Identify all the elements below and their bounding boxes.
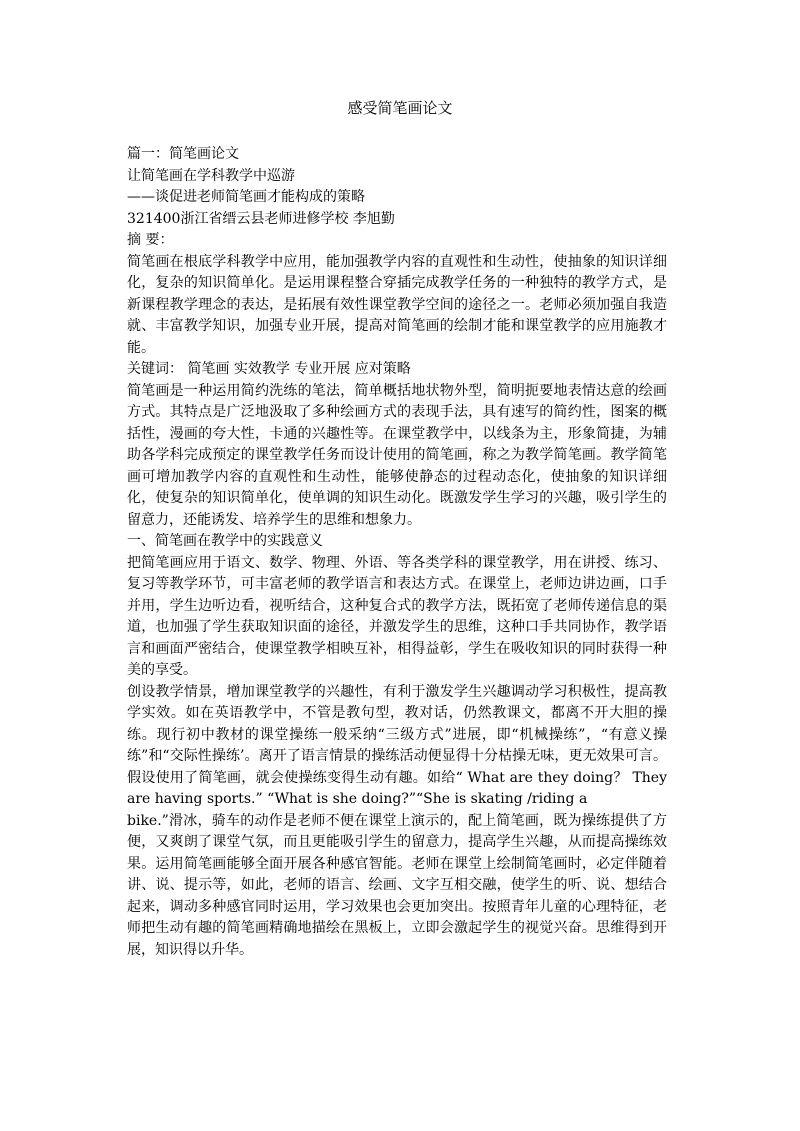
abstract-label: 摘 要： — [127, 232, 174, 248]
keywords-line: 关键词： 简笔画 实效教学 专业开展 应对策略 — [127, 361, 411, 377]
body-paragraph: 简笔画是一种运用简约洗练的笔法，简单概括地状物外型，简明扼要地表情达意的绘画方式。其特点是广泛地汲取了多种绘画方式的表现手法，具有速写的简约性，图案的概括性，漫画的夸大性，卡通的兴趣性等。在课堂教学中，以线条为主，形象简捷，为辅助各学科完成预定的课堂教学任务而设计使用的简笔画，称之为教学简笔画。教学简笔画可增加教学内容的直观性和生动性，能够使静态的过程动态化，使抽象的知识详细化，使复杂的知识简单化，使单调的知识生动化。既激发学生学习的兴趣，吸引学生的留意力，还能诱发、培养学生的思维和想象力。 — [127, 382, 667, 528]
body-paragraph: 创设教学情景，增加课堂教学的兴趣性，有利于激发学生兴趣调动学习积极性，提高教学实效。如在英语教学中，不管是教句型，教对话，仍然教课文，都离不开大胆的操练。现行初中教材的课堂操练一般采纳“三级方式”进展，即“机械操练”，“有意义操练”和“交际性操练’。离开了语言情景的操练活动便显得十分枯操无味，更无效果可言。假设使用了简笔画，就会使操练变得生动有趣。如给“ What are they doing？ They are having sports.” “What is she doing?”“She is skating /riding a — [127, 683, 667, 807]
author-line: 321400浙江省缙云县老师进修学校 李旭勤 — [127, 210, 395, 227]
section-heading: 篇一：简笔画论文 — [127, 146, 239, 162]
body-paragraph: bike.”滑冰，骑车的动作是老师不便在课堂上演示的，配上简笔画，既为操练提供了方便，又爽朗了课堂气氛，而且更能吸引学生的留意力，提高学生兴趣，从而提高操练效果。运用简笔画能够全面开展各种感官智能。老师在课堂上绘制简笔画时，必定伴随着讲、说、提示等，如此，老师的语言、绘画、文字互相交融，使学生的听、说、想结合起来，调动多种感官同时运用，学习效果也会更加突出。按照青年儿童的心理特征，老师把生动有趣的简笔画精确地描绘在黑板上，立即会激起学生的视觉兴奋。思维得到开展，知识得以升华。 — [127, 812, 667, 958]
abstract-paragraph: 简笔画在根底学科教学中应用，能加强教学内容的直观性和生动性，使抽象的知识详细化，复杂的知识简单化。是运用课程整合穿插完成教学任务的一种独特的教学方式，是新课程教学理念的表达，是拓展有效性课堂教学空间的途径之一。老师必须加强自我造就、丰富教学知识，加强专业开展，提高对简笔画的绘制才能和课堂教学的应用施教才能。 — [127, 253, 667, 356]
document-body — [127, 144, 667, 961]
body-paragraph: 把简笔画应用于语文、数学、物理、外语、等各类学科的课堂教学，用在讲授、练习、复习等教学环节，可丰富老师的教学语言和表达方式。在课堂上，老师边讲边画，口手并用，学生边听边看，视听结合，这种复合式的教学方法，既拓宽了老师传递信息的渠道，也加强了学生获取知识面的途径，并激发学生的思维，这种口手共同协作，教学语言和画面严密结合，使课堂教学相映互补，相得益彰，学生在吸收知识的同时获得一种美的享受。 — [127, 554, 667, 678]
document-title: 感受简笔画论文 — [347, 99, 453, 117]
article-title: 让简笔画在学科教学中巡游 — [127, 167, 295, 184]
article-subtitle: ——谈促进老师简笔画才能构成的策略 — [127, 189, 365, 205]
section-heading: 一、简笔画在教学中的实践意义 — [127, 533, 323, 549]
